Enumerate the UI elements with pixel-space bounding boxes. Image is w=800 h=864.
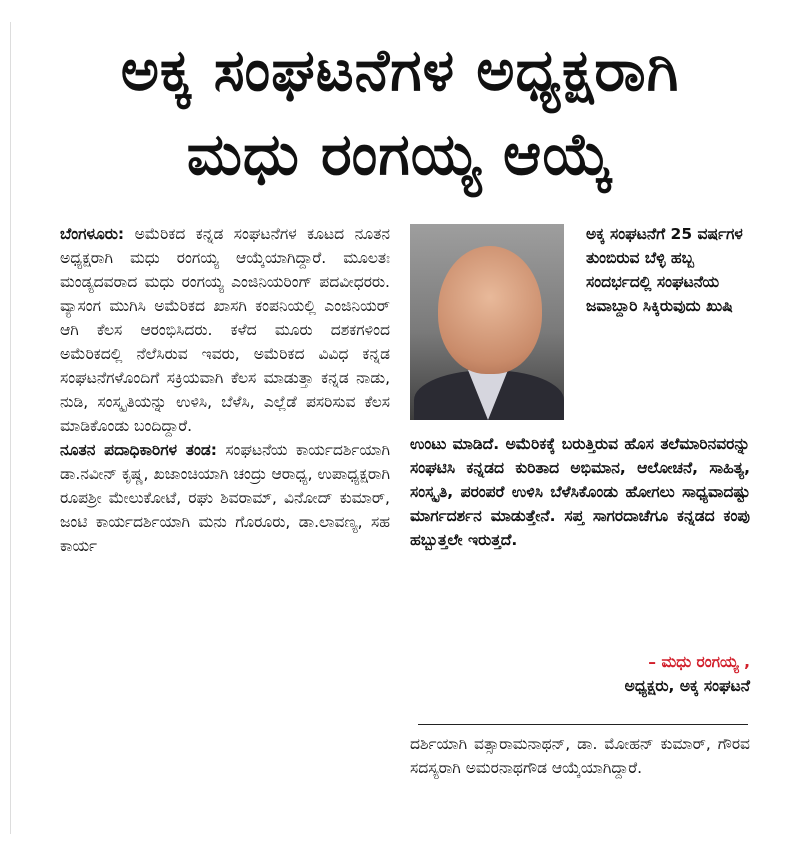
- body-paragraph-1: [60, 222, 390, 438]
- continuation-block: [410, 732, 750, 780]
- signature-title: ಅಧ್ಯಕ್ಷರು, ಅಕ್ಕ ಸಂಘಟನೆ: [624, 677, 750, 695]
- headline-line-1: ಅಕ್ಕ ಸಂಘಟನೆಗಳ ಅಧ್ಯಕ್ಷರಾಗಿ: [120, 36, 680, 104]
- continuation-text: ದರ್ಶಿಯಾಗಿ ವತ್ಸಾರಾಮನಾಥನ್, ಡಾ. ಮೋಹನ್ ಕುಮಾರ್, ಗೌರವ ಸದಸ್ಯರಾಗಿ ಅಮರನಾಥಗೌಡ ಆಯ್ಕೆಯಾಗಿದ್ದಾರೆ.: [410, 735, 750, 777]
- headline: [10, 28, 790, 196]
- paragraph-1-text: ಅಮೆರಿಕದ ಕನ್ನಡ ಸಂಘಟನೆಗಳ ಕೂಟದ ನೂತನ ಅಧ್ಯಕ್ಷರಾಗಿ ಮಧು ರಂಗಯ್ಯ ಆಯ್ಕೆಯಾಗಿದ್ದಾರೆ. ಮೂಲತಃ ಮಂಡ್ಯದವರಾದ ಮಧು ರಂಗಯ್ಯ ಎಂಜಿನಿಯರಿಂಗ್ ಪದವೀಧರರು. ವ್ಯಾಸಂಗ ಮುಗಿಸಿ ಅಮೆರಿಕದ ಖಾಸಗಿ ಕಂಪನಿಯಲ್ಲಿ ಎಂಜಿನಿಯರ್ ಆಗಿ ಕೆಲಸ ಆರಂಭಿಸಿದರು. ಕಳೆದ ಮೂರು ದಶಕಗಳಿಂದ ಅಮೆರಿಕದಲ್ಲಿ ನೆಲೆಸಿರುವ ಇವರು, ಅಮೆರಿಕದ ವಿವಿಧ ಕನ್ನಡ ಸಂಘಟನೆಗಳೊಂದಿಗೆ ಸಕ್ರಿಯವಾಗಿ ಕೆಲಸ ಮಾಡುತ್ತಾ ಕನ್ನಡ ನಾಡು, ನುಡಿ, ಸಂಸ್ಕೃತಿಯನ್ನು ಉಳಿಸಿ, ಬೆಳೆಸಿ, ಎಲ್ಲೆಡೆ ಪಸರಿಸುವ ಕೆಲಸ ಮಾಡಿಕೊಂಡು ಬಂದಿದ್ದಾರೆ.: [60, 225, 390, 435]
- column-divider: [418, 724, 748, 725]
- quote-body-text: ಉಂಟು ಮಾಡಿದೆ. ಅಮೆರಿಕಕ್ಕೆ ಬರುತ್ತಿರುವ ಹೊಸ ತಲೆಮಾರಿನವರನ್ನು ಸಂಘಟಿಸಿ ಕನ್ನಡದ ಕುರಿತಾದ ಅಭಿಮಾನ, ಆಲೋಚನೆ, ಸಾಹಿತ್ಯ, ಸಂಸ್ಕೃತಿ, ಪರಂಪರೆ ಉಳಿಸಿ ಬೆಳೆಸಿಕೊಂಡು ಹೋಗಲು ಸಾಧ್ಯವಾದಷ್ಟು ಮಾರ್ಗದರ್ಶನ ಮಾಡುತ್ತೇನೆ. ಸಪ್ತ ಸಾಗರದಾಚೆಗೂ ಕನ್ನಡದ ಕಂಪು ಹಬ್ಬುತ್ತಲೇ ಇರುತ್ತದೆ.: [410, 435, 750, 549]
- quote-body: [410, 432, 750, 552]
- subheading: ನೂತನ ಪದಾಧಿಕಾರಿಗಳ ತಂಡ:: [60, 441, 217, 459]
- quote-intro-text: ಅಕ್ಕ ಸಂಘಟನೆಗೆ 25 ವರ್ಷಗಳ ತುಂಬಿರುವ ಬೆಳ್ಳಿ ಹಬ್ಬ ಸಂದರ್ಭದಲ್ಲಿ ಸಂಘಟನೆಯ ಜವಾಬ್ದಾರಿ ಸಿಕ್ಕಿರುವುದು ಖುಷಿ: [586, 225, 743, 315]
- quote-intro: [586, 222, 756, 318]
- left-column: [60, 222, 390, 558]
- quote-signature: [410, 650, 750, 698]
- portrait-face: [438, 246, 542, 374]
- headline-line-2: ಮಧು ರಂಗಯ್ಯ ಆಯ್ಕೆ: [186, 120, 614, 188]
- paragraph-2-text: ಸಂಘಟನೆಯ ಕಾರ್ಯದರ್ಶಿಯಾಗಿ ಡಾ.ನವೀನ್ ಕೃಷ್ಣ, ಖಜಾಂಚಿಯಾಗಿ ಚಂದ್ರು ಆರಾಧ್ಯ, ಉಪಾಧ್ಯಕ್ಷರಾಗಿ ರೂಪಶ್ರೀ ಮೇಲುಕೋಟೆ, ರಘು ಶಿವರಾಮ್, ವಿನೋದ್ ಕುಮಾರ್, ಜಂಟಿ ಕಾರ್ಯದರ್ಶಿಯಾಗಿ ಮನು ಗೊರೂರು, ಡಾ.ಲಾವಣ್ಯ, ಸಹ ಕಾರ್ಯ: [60, 441, 391, 555]
- signature-name: – ಮಧು ರಂಗಯ್ಯ ,: [648, 653, 750, 671]
- body-paragraph-2: [60, 438, 390, 558]
- dateline: ಬೆಂಗಳೂರು:: [60, 225, 125, 243]
- portrait-photo: [410, 224, 564, 420]
